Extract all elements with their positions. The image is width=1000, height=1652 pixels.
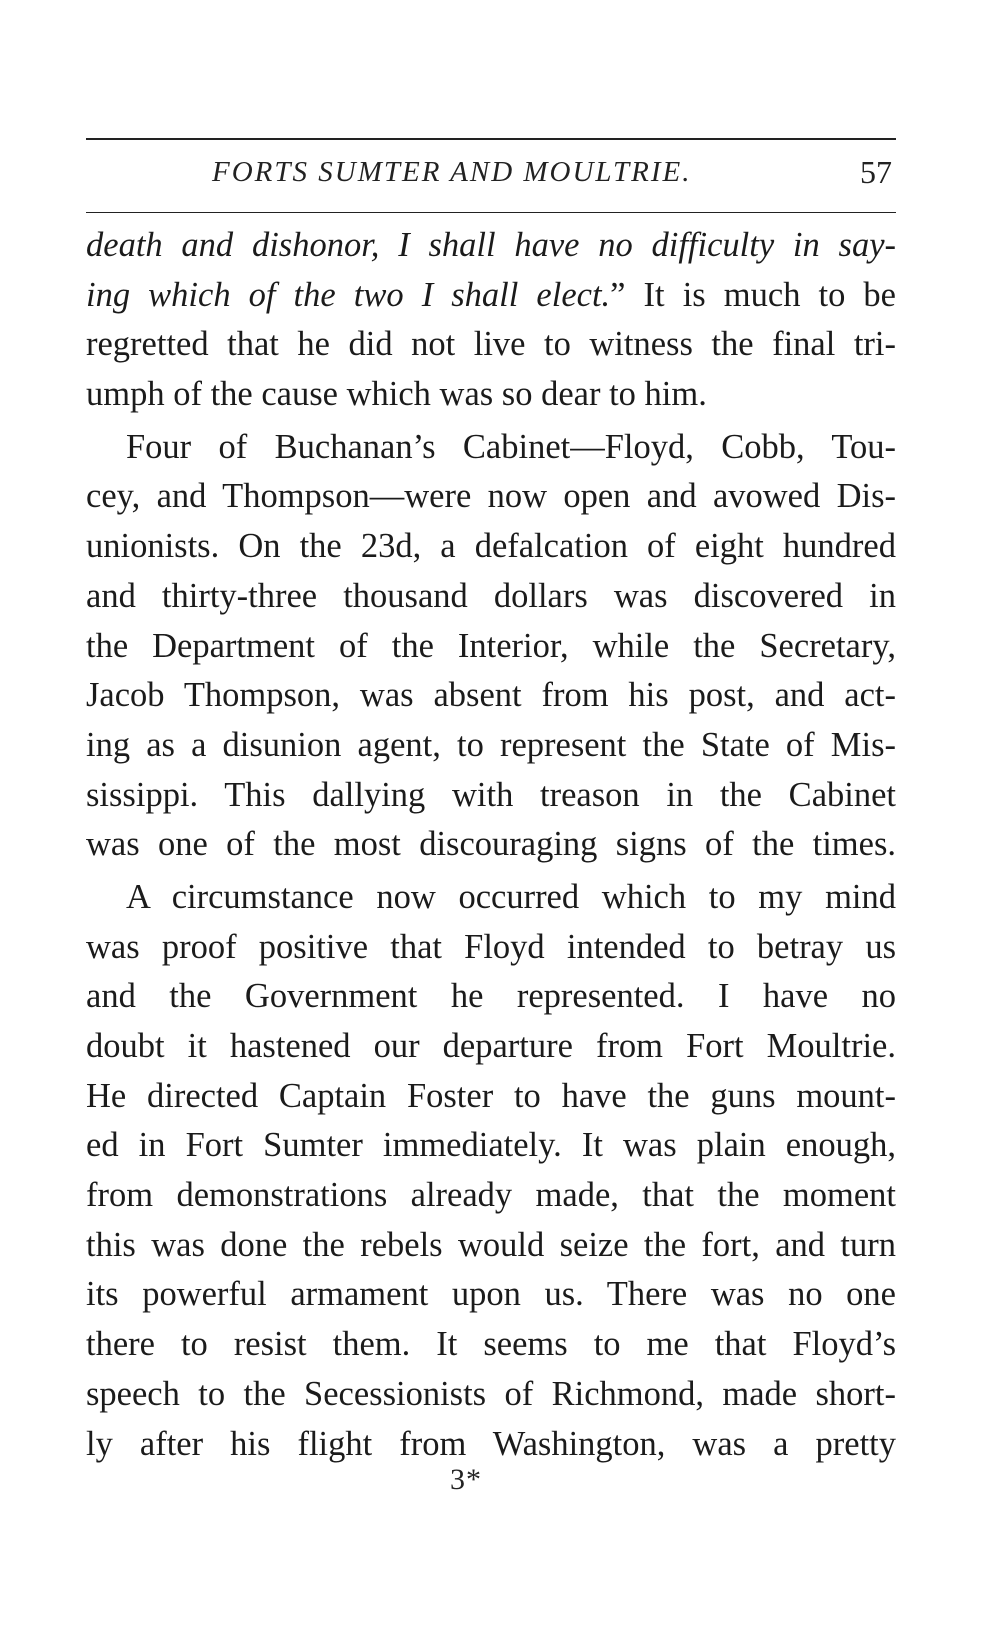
text-line: from demonstrations already made, that the moment <box>86 1176 896 1215</box>
text-line: and the Government he represented. I have no <box>86 977 896 1016</box>
header-rule-bottom <box>86 212 896 213</box>
header-rule-top <box>86 138 896 140</box>
text-line: the Department of the Interior, while the Secretary, <box>86 626 896 665</box>
text-line: ed in Fort Sumter immediately. It was plain enough, <box>86 1126 896 1165</box>
page-number: 57 <box>860 154 892 190</box>
text-line: its powerful armament upon us. There was no one <box>86 1275 896 1314</box>
body-text <box>86 221 896 1469</box>
text-line: regretted that he did not live to witness the final tri- <box>86 325 896 364</box>
text-line: umph of the cause which was so dear to him. <box>86 375 707 414</box>
text-line: cey, and Thompson—were now open and avowed Dis- <box>86 477 896 516</box>
text-line: was one of the most discouraging signs of the times. <box>86 825 896 864</box>
text-line: ing as a disunion agent, to represent the State of Mis- <box>86 725 896 764</box>
text-line: speech to the Secessionists of Richmond, made short- <box>86 1374 896 1413</box>
signature-mark: 3* <box>450 1463 482 1496</box>
quotation-italic: ing which of the two I shall elect. <box>86 275 611 314</box>
text-line: ly after his flight from Washington, was a pretty <box>86 1424 896 1463</box>
text-line: this was done the rebels would seize the fort, and turn <box>86 1225 896 1264</box>
text-line: unionists. On the 23d, a defalcation of eight hundred <box>86 527 896 566</box>
text-line: and thirty-three thousand dollars was discovered in <box>86 576 896 615</box>
running-head: FORTS SUMTER AND MOULTRIE. <box>212 156 692 188</box>
text-line: sissippi. This dallying with treason in the Cabinet <box>86 775 896 814</box>
text-line <box>86 271 896 321</box>
text-roman: ” It is much to be <box>610 275 896 314</box>
text-line: He directed Captain Foster to have the guns mount- <box>86 1076 896 1115</box>
text-line: A circumstance now occurred which to my mind <box>126 877 896 916</box>
text-line: Jacob Thompson, was absent from his post, and act- <box>86 676 896 715</box>
text-line: there to resist them. It seems to me that Floyd’s <box>86 1325 896 1364</box>
text-line: was proof positive that Floyd intended to betray us <box>86 927 896 966</box>
text-line: doubt it hastened our departure from Fort Moultrie. <box>86 1027 896 1065</box>
text-line: Four of Buchanan’s Cabinet—Floyd, Cobb, Tou- <box>126 427 896 466</box>
text-line: death and dishonor, I shall have no difficulty in say- <box>86 226 896 264</box>
